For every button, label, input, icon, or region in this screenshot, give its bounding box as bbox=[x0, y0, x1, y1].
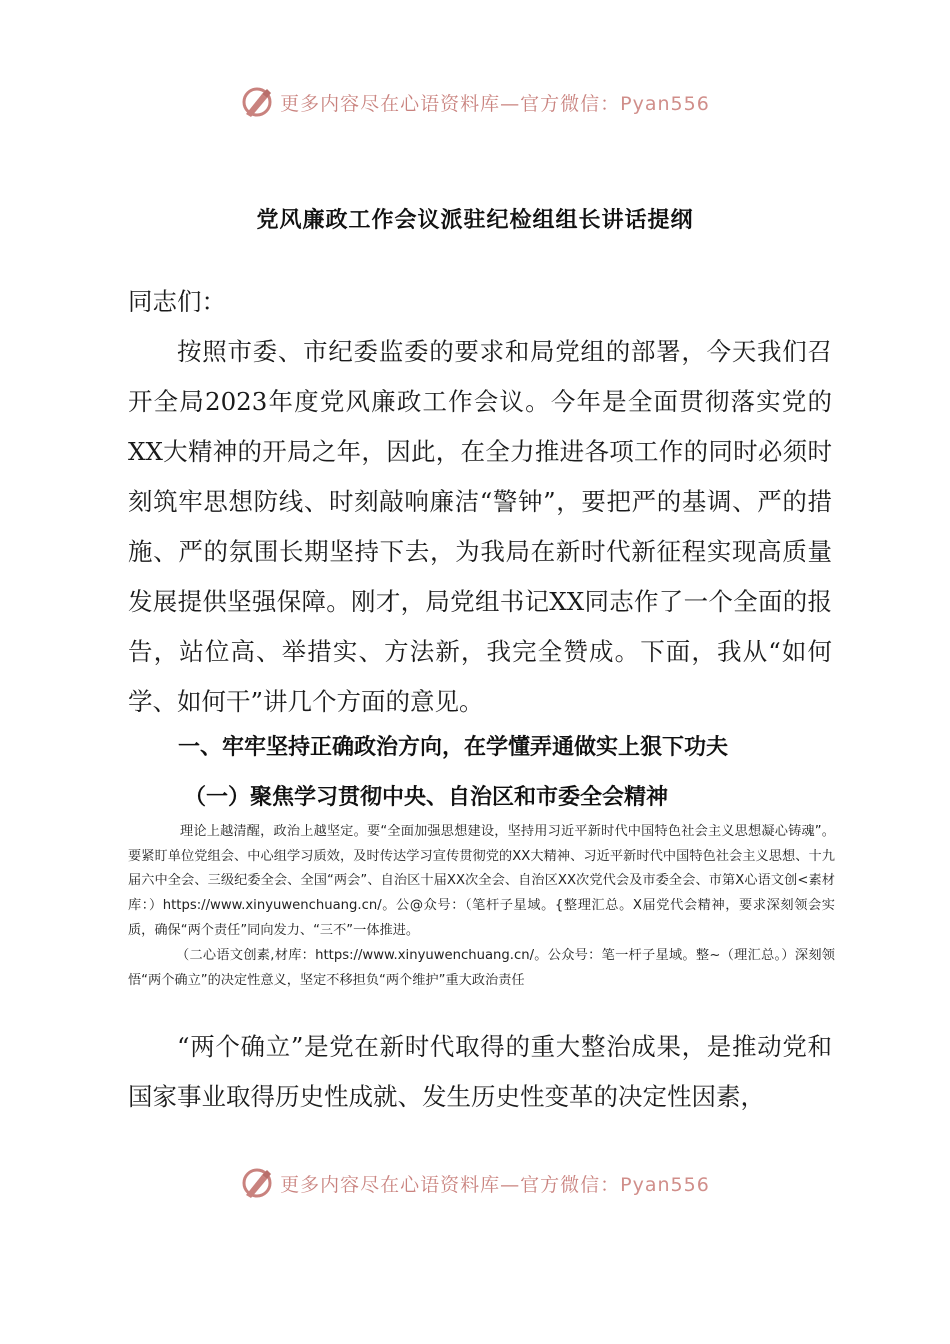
watermark-text: 更多内容尽在心语资料库—官方微信：Pyan556 bbox=[280, 92, 710, 115]
pen-logo-icon bbox=[240, 84, 276, 120]
paragraph-intro: 按照市委、市纪委监委的要求和局党组的部署，今天我们召开全局2023年度党风廉政工作会议。今年是全面贯彻落实党的XX大精神的开局之年，因此，在全力推进各项工作的同时必须时刻筑牢思想防线、时刻敲响廉洁“警钟”，要把严的基调、严的措施、严的氛围长期坚持下去，为我局在新时代新征程实现高质量发展提供坚强保障。刚才，局党组书记XX同志作了一个全面的报告，站位高、举措实、方法新，我完全赞成。下面，我从“如何学、如何干”讲几个方面的意见。 bbox=[128, 337, 832, 716]
watermark-banner-top bbox=[0, 82, 950, 122]
pen-logo-icon bbox=[240, 1165, 276, 1201]
document-title: 党风廉政工作会议派驻纪检组组长讲话提纲 bbox=[256, 208, 694, 233]
greeting: 同志们： bbox=[128, 287, 226, 316]
small-paragraph-2: （二心语文创素,材库：https://www.xinyuwenchuang.cn/。公众号：笔一杆子星域。整~（理汇总。）深刻领悟“两个确立”的决定性意义，坚定不移担负“两个维护”重大政治责任 bbox=[128, 948, 835, 988]
wechat-id: Pyan556 bbox=[620, 1173, 710, 1196]
watermark-banner-bottom bbox=[0, 1163, 950, 1203]
small-paragraph-1: 理论上越清醒，政治上越坚定。要“全面加强思想建设，坚持用习近平新时代中国特色社会主义思想凝心铸魂”。要紧盯单位党组会、中心组学习质效，及时传达学习宣传贯彻党的XX大精神、习近平新时代中国特色社会主义思想、十九届六中全会、三级纪委全会、全国“两会”、自治区十届XX次全会、自治区XX次党代会及市委全会、市第X心语文创<素材库：）https://www.xinyuwenchuang.cn/。公@众号：（笔杆子星域。{整理汇总。X届党代会精神，要求深刻领会实质，确保“两个责任”同向发力、“三不”一体推进。 bbox=[128, 824, 835, 938]
section-heading-1: 一、牢牢坚持正确政治方向，在学懂弄通做实上狠下功夫 bbox=[178, 735, 729, 760]
paragraph-two-establishments: “两个确立”是党在新时代取得的重大整治成果，是推动党和国家事业取得历史性成就、发生历史性变革的决定性因素， bbox=[128, 1032, 832, 1111]
wechat-id: Pyan556 bbox=[620, 92, 710, 115]
subsection-heading-1: （一）聚焦学习贯彻中央、自治区和市委全会精神 bbox=[184, 785, 669, 810]
watermark-text: 更多内容尽在心语资料库—官方微信：Pyan556 bbox=[280, 1173, 710, 1196]
